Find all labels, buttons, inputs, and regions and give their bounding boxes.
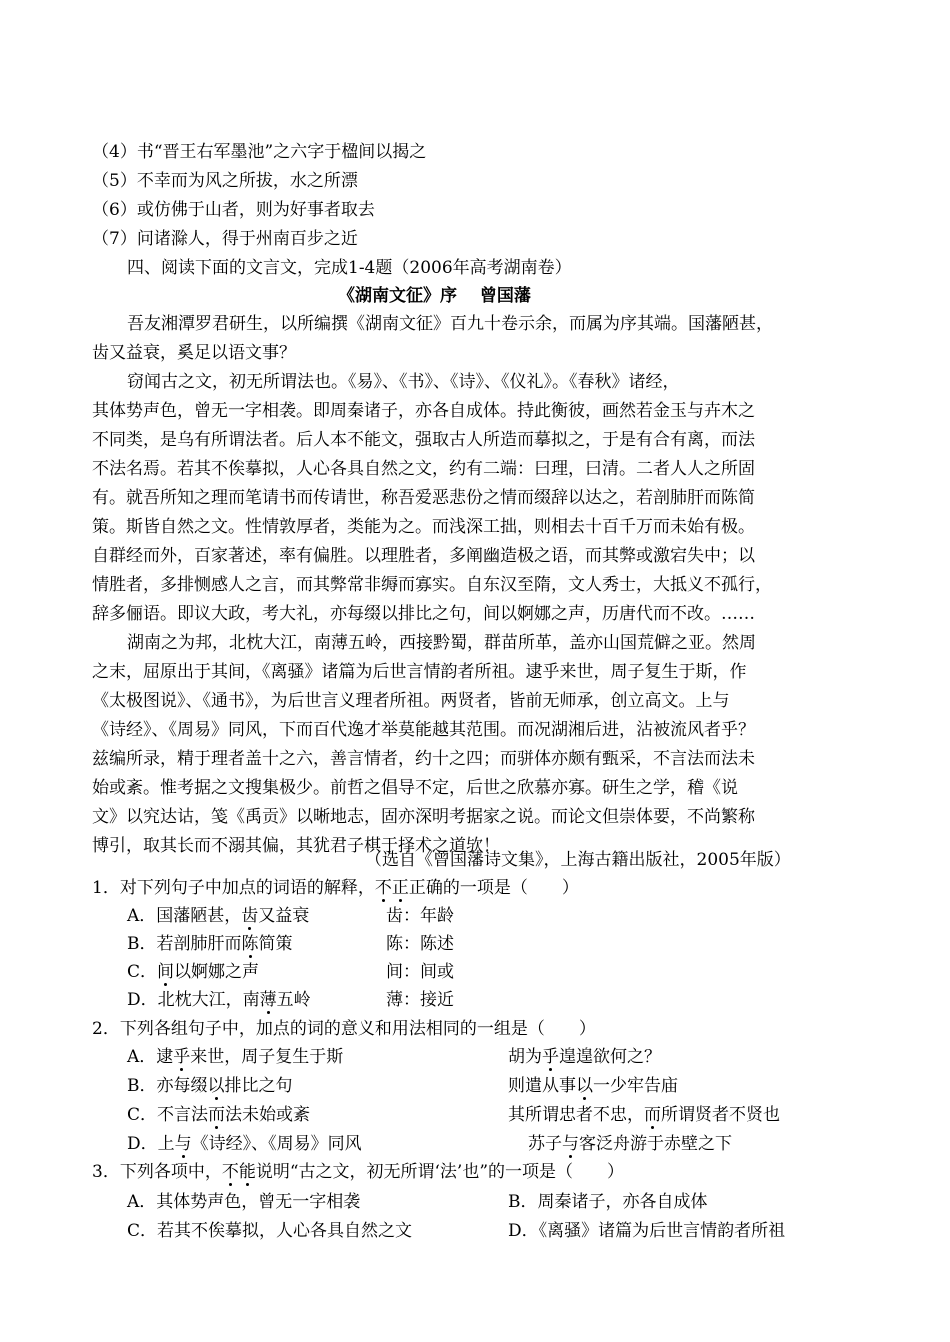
q2-option-a-right: 胡为乎遑遑欲何之？ <box>508 1047 661 1067</box>
q1-option-b-gloss: 陈：陈述 <box>386 934 454 954</box>
dotted-word: 陈 <box>241 934 259 954</box>
q2-option-a-left: A．逮乎来世，周子复生于斯 <box>127 1047 344 1067</box>
dotted-word: 间 <box>157 962 175 982</box>
q1-option-d: D．北枕大江，南薄五岭 <box>127 990 311 1010</box>
q3-option-c: C．若其不俟摹拟，人心各具自然之文 <box>127 1221 413 1241</box>
dotted-word: 而 <box>208 1105 226 1125</box>
q1-option-a-gloss: 齿：年龄 <box>386 906 454 926</box>
passage-line: 始或紊。惟考据之文搜集极少。前哲之倡导不定，后世之欣慕亦寡。研生之学，稽《说 <box>92 778 738 798</box>
dotted-word: 与 <box>174 1134 192 1154</box>
passage-line: 情胜者，多排恻感人之言，而其弊常非缛而寡实。自东汉至隋，文人秀士，大抵义不孤行， <box>92 575 772 595</box>
section-heading: 四、阅读下面的文言文，完成1-4题（2006年高考湖南卷） <box>127 258 572 278</box>
passage-line: 吾友湘潭罗君研生，以所编撰《湖南文征》百九十卷示余，而属为序其端。国藩陋甚， <box>127 314 773 334</box>
q1-option-c: C．间以婀娜之声 <box>127 962 260 982</box>
q2-option-b-right: 则遣从事以一少牢告庙 <box>508 1076 678 1096</box>
intro-line: （5）不幸而为风之所拔，水之所漂 <box>92 171 358 191</box>
passage-line: 不同类，是乌有所谓法者。后人本不能文，强取古人所造而摹拟之，于是有合有离，而法 <box>92 430 755 450</box>
passage-line: 文》以究达诂，笺《禹贡》以晰地志，固亦深明考据家之说。而论文但崇体要，不尚繁称 <box>92 807 755 827</box>
passage-line: 博引，取其长而不溺其偏，其犹君子棋于择术之道欤！ <box>92 836 500 856</box>
passage-line: 《太极图说》、《通书》，为后世言义理者所祖。两贤者，皆前无师承，创立高文。上与 <box>92 691 730 711</box>
dotted-word: 薄 <box>259 990 277 1010</box>
dotted-word: 乎 <box>542 1047 559 1067</box>
question-2-stem: 2．下列各组句子中，加点的词的意义和用法相同的一组是（ ） <box>92 1019 596 1039</box>
q2-option-c-right: 其所谓忠者不忠，而所谓贤者不贤也 <box>508 1105 780 1125</box>
q3-option-d: D．《离骚》诸篇为后世言情韵者所祖 <box>508 1221 786 1241</box>
intro-line: （7）问诸滁人，得于州南百步之近 <box>92 229 358 249</box>
passage-line: 不法名焉。若其不俟摹拟，人心各具自然之文，约有二端：曰理，曰清。二者人人之所固 <box>92 459 755 479</box>
q2-option-d-right: 苏子与客泛舟游于赤壁之下 <box>528 1134 732 1154</box>
passage-line: 自群经而外，百家著述，率有偏胜。以理胜者，多阐幽造极之语，而其弊或激宕失中；以 <box>92 546 755 566</box>
emphasis-dot-word: 不 <box>221 1162 239 1182</box>
question-1-stem: 1．对下列句子中加点的词语的解释，不正正确的一项是（ ） <box>92 878 579 898</box>
dotted-word: 齿 <box>241 906 259 926</box>
q3-option-a: A．其体势声色，曾无一字相袭 <box>127 1192 361 1212</box>
intro-line: （4）书“晋王右军墨池”之六字于楹间以揭之 <box>92 142 427 162</box>
passage-line: 《诗经》、《周易》同风，下而百代逸才举莫能越其范围。而况湖湘后进，沾被流风者乎？ <box>92 720 755 740</box>
passage-line: 窃闻古之文，初无所谓法也。《易》、《书》、《诗》、《仪礼》。《春秋》诸经， <box>127 372 680 392</box>
passage-line: 有。就吾所知之理而笔请书而传请世，称吾爱恶悲份之情而缀辞以达之，若剖肺肝而陈简 <box>92 488 755 508</box>
q2-option-b-left: B．亦每缀以排比之句 <box>127 1076 293 1096</box>
dotted-word: 以 <box>207 1076 225 1096</box>
emphasis-dot-word: 正 <box>391 878 409 898</box>
source-citation: （选自《曾国藩诗文集》，上海古籍出版社，2005年版） <box>365 850 791 870</box>
intro-line: （6）或仿佛于山者，则为好事者取去 <box>92 200 375 220</box>
dotted-word: 与 <box>562 1134 579 1154</box>
passage-line: 湖南之为邦，北枕大江，南薄五岭，西接黔蜀，群苗所革，盖亦山国荒僻之亚。然周 <box>127 633 756 653</box>
passage-line: 其体势声色，曾无一字相袭。即周秦诸子，亦各自成体。持此衡彼，画然若金玉与卉木之 <box>92 401 755 421</box>
q3-option-b: B．周秦诸子，亦各自成体 <box>508 1192 708 1212</box>
dotted-word: 乎 <box>173 1047 191 1067</box>
q1-option-b: B．若剖肺肝而陈简策 <box>127 934 293 954</box>
passage-line: 兹编所录，精于理者盖十之六，善言情者，约十之四；而骈体亦颇有甄采，不言法而法未 <box>92 749 755 769</box>
emphasis-dot-word: 不 <box>374 878 392 898</box>
q2-option-d-left: D．上与《诗经》、《周易》同风 <box>127 1134 362 1154</box>
passage-line: 策。斯皆自然之文。性情敦厚者，类能为之。而浅深工拙，则相去十百千万而未始有极。 <box>92 517 755 537</box>
passage-line: 齿又益衰，奚足以语文事？ <box>92 343 296 363</box>
dotted-word: 以 <box>576 1076 593 1096</box>
passage-line: 辞多俪语。即议大政，考大礼，亦每缀以排比之句，间以婀娜之声，历唐代而不改。…… <box>92 604 755 624</box>
passage-line: 之末，屈原出于其间，《离骚》诸篇为后世言情韵者所祖。逮乎来世，周子复生于斯，作 <box>92 662 747 682</box>
q1-option-c-gloss: 间：间或 <box>386 962 454 982</box>
passage-title: 《湖南文征》序 曾国藩 <box>338 286 531 306</box>
q2-option-c-left: C．不言法而法未始或紊 <box>127 1105 311 1125</box>
dotted-word: 而 <box>644 1105 661 1125</box>
emphasis-dot-word: 能 <box>238 1162 256 1182</box>
q1-option-a: A．国藩陋甚，齿又益衰 <box>127 906 310 926</box>
question-3-stem: 3．下列各项中，不能说明“古之文，初无所谓‘法’也”的一项是（ ） <box>92 1162 625 1182</box>
q1-option-d-gloss: 薄：接近 <box>386 990 454 1010</box>
